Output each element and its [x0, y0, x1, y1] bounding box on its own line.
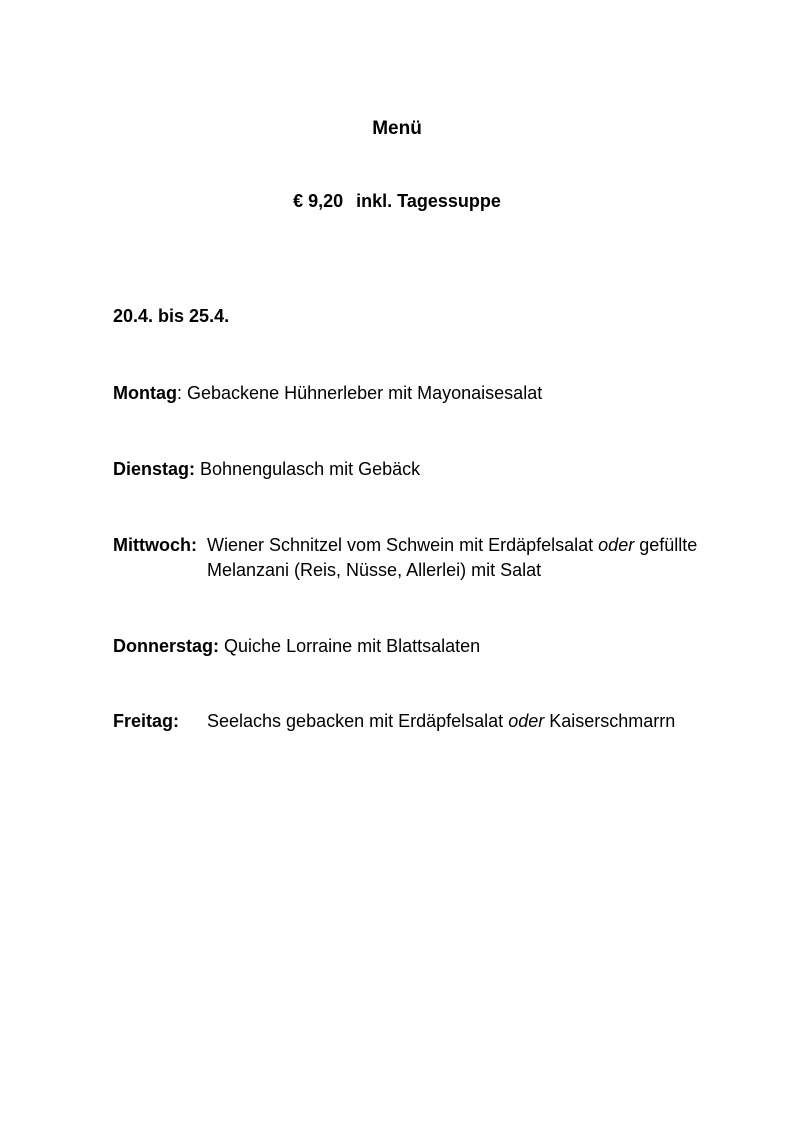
menu-day-tuesday [113, 457, 420, 482]
price-amount: € 9,20 [293, 191, 344, 211]
dish-tuesday: Bohnengulasch mit Gebäck [200, 459, 421, 479]
menu-day-friday-label [113, 709, 179, 734]
page-title: Menü [372, 118, 422, 139]
day-label-thursday: Donnerstag: [113, 636, 220, 656]
day-label-tuesday: Dienstag: [113, 459, 196, 479]
day-label-friday: Freitag: [113, 711, 180, 731]
menu-day-wednesday-dish [207, 533, 697, 583]
dish-wednesday-b-part1: gefüllte [639, 535, 698, 555]
dish-wednesday-line1 [207, 533, 697, 558]
dish-wednesday-or: oder [598, 535, 635, 555]
menu-day-thursday [113, 634, 480, 659]
menu-day-friday-dish [207, 709, 675, 734]
day-label-separator: : [176, 383, 182, 403]
dish-friday-b: Kaiserschmarrn [549, 711, 676, 731]
price-line [0, 191, 794, 212]
date-range: 20.4. bis 25.4. [113, 306, 230, 326]
dish-friday-or: oder [508, 711, 545, 731]
menu-day-wednesday-label [113, 533, 197, 558]
price-note: inkl. Tagessuppe [356, 191, 501, 211]
dish-friday-a: Seelachs gebacken mit Erdäpfelsalat [207, 711, 504, 731]
dish-monday: Gebackene Hühnerleber mit Mayonaisesalat [187, 383, 543, 403]
menu-day-monday [113, 381, 542, 406]
dish-thursday: Quiche Lorraine mit Blattsalaten [224, 636, 481, 656]
day-label-monday: Montag [113, 383, 177, 403]
day-label-wednesday: Mittwoch: [113, 535, 197, 555]
dish-wednesday-b-part2: Melanzani (Reis, Nüsse, Allerlei) mit Salat [207, 560, 542, 580]
dish-wednesday-a: Wiener Schnitzel vom Schwein mit Erdäpfelsalat [207, 535, 594, 555]
